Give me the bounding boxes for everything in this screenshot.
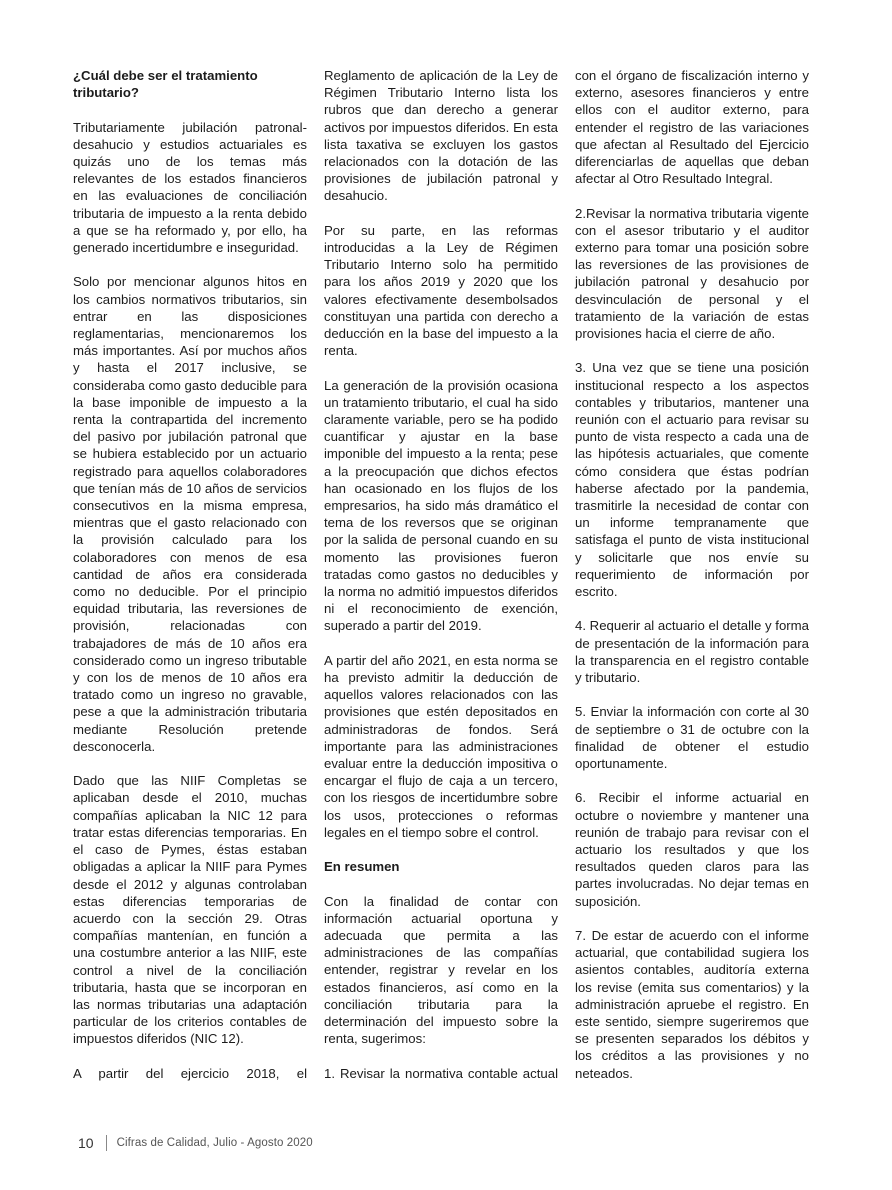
paragraph: 1. Revisar la normativa contable actual [324,1065,558,1081]
paragraph: 6. Recibir el informe actuarial en octubre o noviembre y mantener una reunión de trabajo para revisar con el actuario los resultados y que los resultados queden claros para las partes involucradas. No dejar temas en suposición. [575,790,809,909]
footer-divider [106,1135,107,1151]
paragraph: A partir del ejercicio 2018, el [73,1065,307,1081]
paragraph: 3. Una vez que se tiene una posición institucional respecto a los aspectos contables y tributarios, mantener una reunión con el actuario para revisar su punto de vista respecto a cada una de las hipótesis actuariales, que comente cómo considera que éstas podrían haberse afectado por la pandemia, trasmitirle la necesidad de contar con un informe tempranamente que satisfaga el punto de vista institucional y solicitarle que nos envíe su requerimiento de información por escrito. [575,360,809,600]
paragraph: 7. De estar de acuerdo con el informe actuarial, que contabilidad sugiera los asientos contables, auditoría externa los revise (emita sus comentarios) y la administración apruebe el registro. En este sentido, siempre sugeriremos que se presenten separados los débitos y los créditos a las provisiones y no neteados. [575,928,809,1081]
article-column-3 [575,67,809,1099]
paragraph: La generación de la provisión ocasiona un tratamiento tributario, el cual ha sido claramente variable, pero se ha podido cuantificar y ajustar en la base imponible del impuesto a la renta; pese a la preocupación que dichos efectos han ocasionado en los flujos de los empresarios, ha sido más dramático el tema de los reversos que se originan por la salida de personal cuando en su momento las provisiones fueron tratadas como gastos no deducibles y la norma no admitió impuestos diferidos ni el reconocimiento de exención, superado a partir del 2019. [324,377,558,634]
paragraph: Dado que las NIIF Completas se aplicaban desde el 2010, muchas compañías aplicaban la NIC 12 para tratar estas diferencias temporarias. En el caso de Pymes, éstas estaban obligadas a aplicar la NIIF para Pymes desde el 2012 y algunas controlaban estas diferencias temporarias de acuerdo con la sección 29. Otras compañías mantenían, en función a una costumbre anterior a las NIIF, este control a nivel de la conciliación tributaria, hasta que se incorporan en las normas tributarias una adaptación particular de los criterios contables de impuestos diferidos (NIC 12). [73,773,307,1047]
paragraph: Solo por mencionar algunos hitos en los cambios normativos tributarios, sin entrar en las disposiciones reglamentarias, mencionaremos los más importantes. Así por muchos años y hasta el 2017 inclusive, se consideraba como gasto deducible para la base imponible de impuesto a la renta la contrapartida del incremento del pasivo por jubilación patronal que se hubiera establecido por un actuario registrado para aquellos colaboradores que tenían más de 10 años de servicios consecutivos en la misma empresa, mientras que el gasto relacionado con la provisión calculado para los colaboradores con menos de esa cantidad de años era considerada como no deducible. Por el principio equidad tributaria, las reversiones de provisión, relacionadas con trabajadores de más de 10 años era considerado como un ingreso tributable y con los de menos de 10 años era tratado como un ingreso no gravable, pese a que la administración tributaria mediante Resolución pretende desconocerla. [73,274,307,754]
paragraph: A partir del año 2021, en esta norma se ha previsto admitir la deducción de aquellos valores relacionados con las provisiones que estén depositados en administradoras de fondos. Será importante para las administraciones evaluar entre la deducción impositiva o encargar el flujo de caja a un tercero, con los riesgos de incertidumbre sobre los usos, protecciones o reformas legales en el tiempo sobre el control. [324,652,558,840]
paragraph: 4. Requerir al actuario el detalle y forma de presentación de la información para la transparencia en el registro contable y tributario. [575,618,809,686]
paragraph: Tributariamente jubilación patronal-desahucio y estudios actuariales es quizás uno de los temas más relevantes de los estados financieros en las evaluaciones de conciliación tributaria de impuesto a la renta debido a que se ha reformado y, por ello, ha generado incertidumbre e inseguridad. [73,119,307,256]
page-number: 10 [78,1135,94,1151]
paragraph: Reglamento de aplicación de la Ley de Régimen Tributario Interno lista los rubros que dan derecho a generar activos por impuestos diferidos. En esta lista taxativa se excluyen los gastos relacionados con la dotación de las provisiones de jubilación patronal y desahucio. [324,68,558,204]
paragraph: Por su parte, en las reformas introducidas a la Ley de Régimen Tributario Interno solo ha permitido para los años 2019 y 2020 que los valores efectivamente desembolsados constituyan una partida con derecho a deducción en la base del impuesto a la renta. [324,222,558,359]
paragraph: 5. Enviar la información con corte al 30 de septiembre o 31 de octubre con la finalidad de obtener el estudio oportunamente. [575,704,809,772]
section-heading: En resumen [324,859,400,875]
paragraph: 2.Revisar la normativa tributaria vigente con el asesor tributario y el auditor externo para tomar una posición sobre las reversiones de las provisiones de jubilación patronal y desahucio por desvinculación de personal y el tratamiento de la variación de estas provisiones hacia el cierre de año. [575,205,809,342]
page-footer [78,1133,313,1153]
paragraph: con el órgano de fiscalización interno y externo, asesores financieros y entre ellos con el auditor externo, para entender el registro de las variaciones que afectan al Resultado del Ejercicio diferenciarlas de aquellas que deban afectar al Otro Resultado Integral. [575,68,809,187]
paragraph: Con la finalidad de contar con información actuarial oportuna y adecuada que permita a las administraciones de las compañías entender, registrar y revelar en los estados financieros, así como en la conciliación tributaria para la determinación del impuesto sobre la renta, sugerimos: [324,893,558,1047]
publication-title: Cifras de Calidad, Julio - Agosto 2020 [116,1137,313,1149]
article-column-1 [73,67,307,1099]
section-heading: ¿Cuál debe ser el tratamiento tributario? [73,68,258,101]
article-column-2 [324,67,558,1099]
